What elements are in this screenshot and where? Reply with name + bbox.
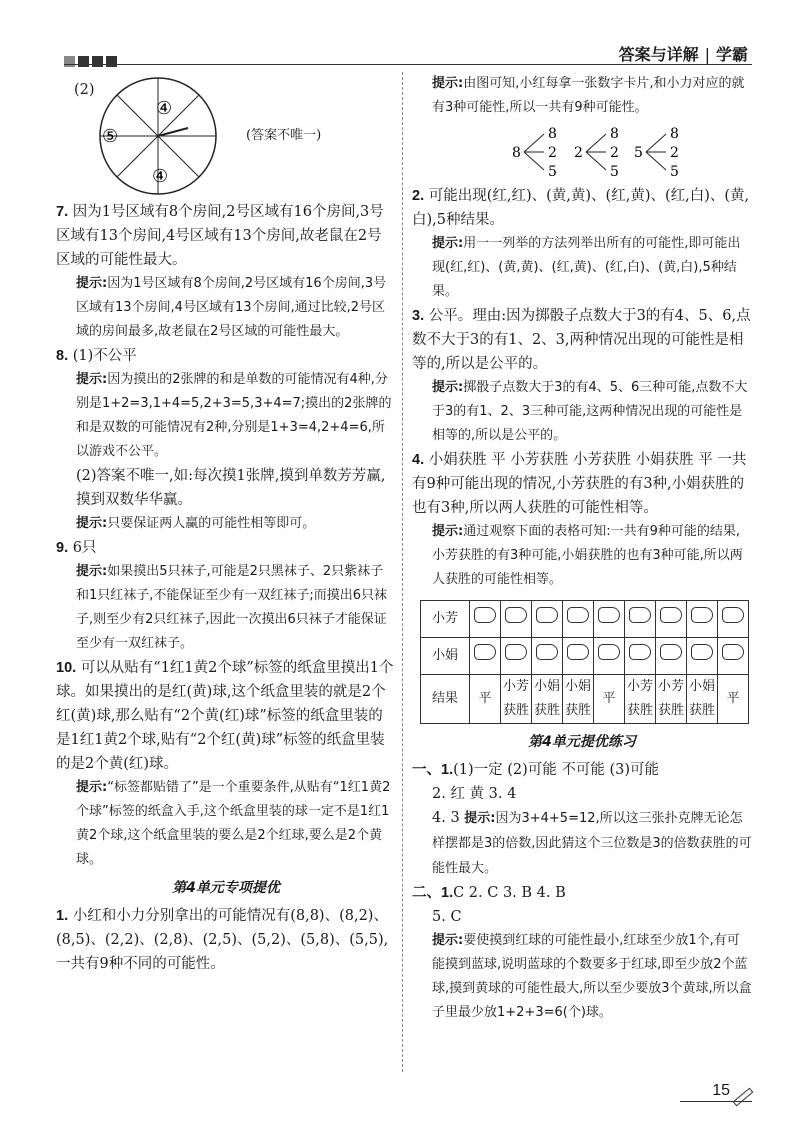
- table-cell: 平: [718, 675, 749, 724]
- tree-leaf: 8: [670, 126, 679, 142]
- q5-hint: 提示:要使摸到红球的可能性最小,红球至少放1个,有可能摸到蓝球,说明蓝球的个数要多于红球,即至少放2个蓝球,摸到黄球的可能性最大,所以至少要放3个黄球,所以盒子里最少放1+2+3=6(个)球。: [432, 933, 752, 1020]
- tree-diagram: [574, 120, 634, 184]
- s4-hint: 提示:通过观察下面的表格可知:一共有9种可能的结果,小芳获胜的有3种可能,小娟获胜的也有3种可能,所以两人获胜的可能性相等。: [432, 524, 743, 587]
- circle-label: ⑤: [102, 126, 119, 147]
- tree-leaf: 5: [670, 164, 679, 180]
- left-column: [56, 72, 396, 976]
- table-cell: 小芳获胜: [656, 675, 687, 724]
- s1: 1. 小红和小力分别拿出的可能情况有(8,8)、(8,2)、(8,5)、(2,2)、(2,8)、(2,5)、(5,2)、(5,8)、(5,5),一共有9种不同的可能性。: [56, 908, 389, 972]
- page-number: 15: [712, 1082, 730, 1099]
- q7: 7. 因为1号区域有8个房间,2号区域有16个房间,3号区域有13个房间,4号区域有13个房间,故老鼠在2号区域的可能性最大。: [56, 204, 384, 268]
- s1-hint: 提示:由图可知,小红每拿一张数字卡片,和小力对应的就有3种可能性,所以一共有9种可能性。: [432, 76, 745, 115]
- circle-label: ④: [152, 166, 169, 187]
- results-table: [420, 600, 749, 724]
- q10: 10. 可以从贴有“1红1黄2个球”标签的纸盒里摸出1个球。如果摸出的是红(黄)球,这个纸盒里装的就是2个红(黄)球,那么贴有“2个黄(红)球”标签的纸盒里装的是1红1黄2个球,贴有“2个红(黄)球”标签的纸盒里装的是2个黄(红)球。: [56, 660, 394, 772]
- header-rule: [64, 64, 752, 65]
- q8-hint2: 提示:只要保证两人赢的可能性相等即可。: [76, 516, 316, 531]
- hand-icon: [474, 644, 496, 660]
- s3-hint: 提示:掷骰子点数大于3的有4、5、6三种可能,点数不大于3的有1、2、3三种可能,这两种情况出现的可能性是相等的,所以是公平的。: [432, 380, 748, 443]
- table-row: [421, 638, 749, 675]
- hand-icon: [536, 644, 558, 660]
- circle-label: ④: [156, 98, 173, 119]
- p4: 4. 3 提示:因为3+4+5=12,所以这三张扑克牌无论怎样摆都是3的倍数,因此猜这个三位数是3的倍数获胜的可能性最大。: [432, 810, 752, 876]
- hand-icon: [598, 644, 620, 660]
- hand-icon: [691, 644, 713, 660]
- hand-icon: [474, 607, 496, 623]
- table-cell: 小娟获胜: [563, 675, 594, 724]
- header-squares: [64, 52, 120, 71]
- table-cell: 小娟获胜: [687, 675, 718, 724]
- s2-hint: 提示:用一一列举的方法列举出所有的可能性,即可能出现(红,红)、(黄,黄)、(红,黄)、(红,白)、(黄,白),5种结果。: [432, 236, 741, 299]
- tree-diagram: [634, 120, 694, 184]
- q8-part2: (2)答案不唯一,如:每次摸1张牌,摸到单数芳芳赢,摸到双数华华赢。: [76, 468, 386, 508]
- q7-hint: 提示:因为1号区域有8个房间,2号区域有16个房间,3号区域有13个房间,4号区域有13个房间,通过比较,2号区域的房间最多,故老鼠在2号区域的可能性最大。: [76, 276, 387, 339]
- tree-diagram: [512, 120, 572, 184]
- q5: 5. C: [432, 909, 462, 925]
- tree-leaf: 2: [670, 145, 679, 161]
- tree-leaf: 8: [548, 126, 557, 142]
- tree-leaf: 8: [610, 126, 619, 142]
- hand-icon: [505, 607, 527, 623]
- s2: 2. 可能出现(红,红)、(黄,黄)、(红,黄)、(红,白)、(黄,白),5种结果。: [412, 188, 750, 228]
- q6-figure: [56, 72, 396, 200]
- q2: 二、1.C 2. C 3. B 4. B: [412, 885, 566, 901]
- table-row: [421, 601, 749, 638]
- section-title-special: 第4单元专项提优: [172, 880, 280, 896]
- spinner-circle: [96, 72, 236, 200]
- table-row-label: 结果: [421, 675, 470, 724]
- hand-icon: [660, 644, 682, 660]
- table-cell: 小娟获胜: [532, 675, 563, 724]
- table-cell: 平: [470, 675, 501, 724]
- table-row-label: 小娟: [421, 638, 470, 675]
- tree-leaf: 2: [548, 145, 557, 161]
- column-divider: [402, 72, 403, 1072]
- header-brand: 答案与详解 | 学霸: [618, 45, 748, 64]
- hand-icon: [691, 607, 713, 623]
- hand-icon: [629, 607, 651, 623]
- section-title-practice: 第4单元提优练习: [528, 734, 636, 750]
- hand-icon: [536, 607, 558, 623]
- tree-root: 2: [574, 145, 583, 161]
- table-cell: 平: [594, 675, 625, 724]
- hand-icon: [629, 644, 651, 660]
- q8-hint1: 提示:因为摸出的2张牌的和是单数的可能情况有4种,分别是1+2=3,1+4=5,2+3=5,3+4=7;摸出的2张牌的和是双数的可能情况有2种,分别是1+3=4,2+4=6,所以游戏不公平。: [76, 372, 392, 459]
- right-column: [412, 72, 752, 1025]
- p1: 一、1.(1)一定 (2)可能 不可能 (3)可能: [412, 762, 660, 778]
- q10-hint: 提示:“标签都贴错了”是一个重要条件,从贴有“1红1黄2个球”标签的纸盒入手,这个纸盒里装的球一定不是1红1黄2个球,这个纸盒里装的要么是2个红球,要么是2个黄球。: [76, 780, 391, 867]
- tree-root: 5: [634, 145, 643, 161]
- q8: 8. (1)不公平: [56, 348, 137, 364]
- table-cell: 小芳获胜: [501, 675, 532, 724]
- hand-icon: [505, 644, 527, 660]
- tree-leaf: 5: [548, 164, 557, 180]
- hand-icon: [722, 644, 744, 660]
- tree-root: 8: [512, 145, 521, 161]
- tree-leaf: 5: [610, 164, 619, 180]
- q9-hint: 提示:如果摸出5只袜子,可能是2只黑袜子、2只紫袜子和1只红袜子,不能保证至少有一双红袜子;而摸出6只袜子,则至少有2只红袜子,因此一次摸出6只袜子才能保证至少有一双红袜子。: [76, 564, 388, 651]
- q6-label: (2): [74, 82, 95, 98]
- p2: 2. 红 黄 3. 4: [432, 786, 517, 802]
- table-row-label: 小芳: [421, 601, 470, 638]
- pencil-icon: [733, 1088, 754, 1107]
- hand-icon: [567, 644, 589, 660]
- hand-icon: [660, 607, 682, 623]
- q9: 9. 6只: [56, 540, 97, 556]
- table-row: [421, 675, 749, 724]
- hand-icon: [567, 607, 589, 623]
- hand-icon: [722, 607, 744, 623]
- hand-icon: [598, 607, 620, 623]
- table-cell: 小芳获胜: [625, 675, 656, 724]
- s3: 3. 公平。理由:因为掷骰子点数大于3的有4、5、6,点数不大于3的有1、2、3,两种情况出现的可能性是相等的,所以是公平的。: [412, 308, 751, 372]
- q6-note: (答案不唯一): [246, 128, 322, 143]
- s4: 4. 小娟获胜 平 小芳获胜 小芳获胜 小娟获胜 平 一共有9种可能出现的情况,小芳获胜的有3种,小娟获胜的也有3种,所以两人获胜的可能性相等。: [412, 452, 747, 516]
- tree-leaf: 2: [610, 145, 619, 161]
- tree-diagrams: [412, 120, 752, 184]
